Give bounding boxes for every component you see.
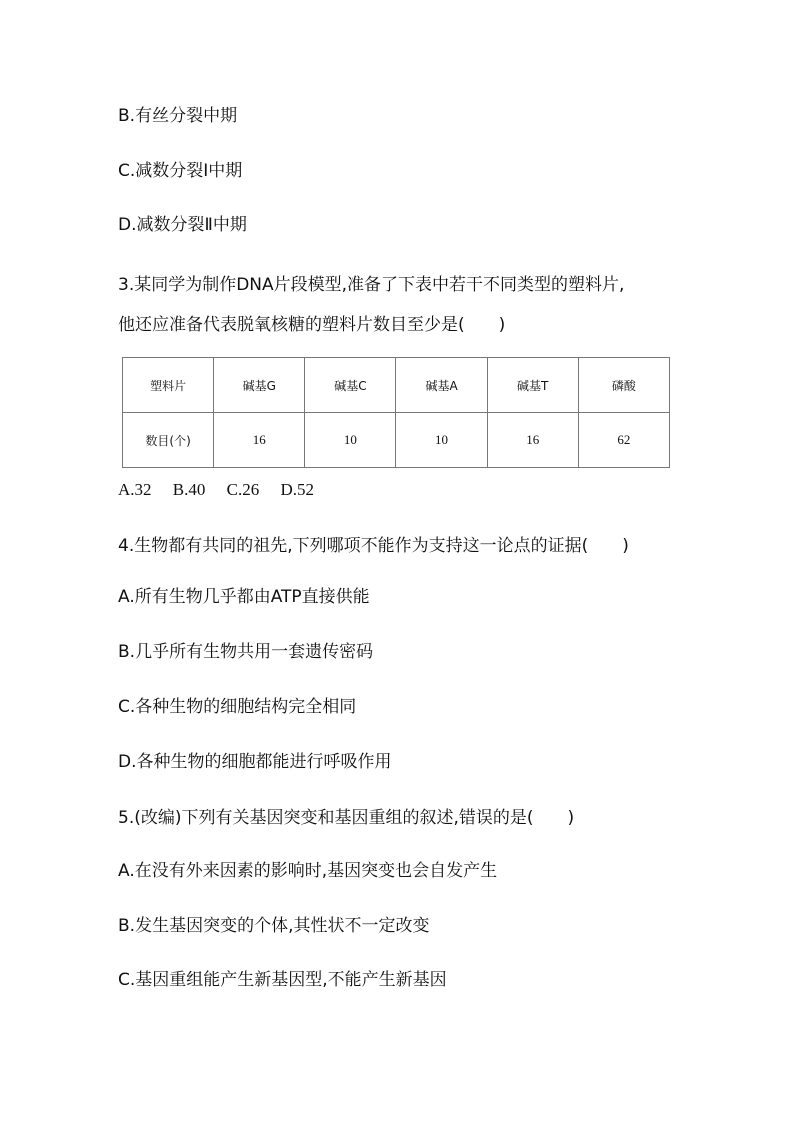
option-4a: A.所有生物几乎都由ATP直接供能 xyxy=(118,587,370,607)
question-4-stem: 4.生物都有共同的祖先,下列哪项不能作为支持这一论点的证据( ) xyxy=(118,536,629,556)
table-cell: 62 xyxy=(578,413,669,468)
option-2b: B.有丝分裂中期 xyxy=(118,106,238,126)
table-header-cell: 碱基T xyxy=(487,358,578,413)
question-3-stem-line2: 他还应准备代表脱氧核糖的塑料片数目至少是( ) xyxy=(118,315,506,335)
option-4b: B.几乎所有生物共用一套遗传密码 xyxy=(118,642,374,662)
table-header-cell: 碱基G xyxy=(214,358,305,413)
option-5c: C.基因重组能产生新基因型,不能产生新基因 xyxy=(118,970,447,990)
question-3-options: A.32 B.40 C.26 D.52 xyxy=(118,480,314,499)
option-4d: D.各种生物的细胞都能进行呼吸作用 xyxy=(118,752,392,772)
option-4c: C.各种生物的细胞结构完全相同 xyxy=(118,697,357,717)
option-5b: B.发生基因突变的个体,其性状不一定改变 xyxy=(118,916,430,936)
table-header-cell: 塑料片 xyxy=(123,358,214,413)
table-header-cell: 磷酸 xyxy=(578,358,669,413)
option-2d: D.减数分裂Ⅱ中期 xyxy=(118,215,247,235)
table-row-label: 数目(个) xyxy=(123,413,214,468)
plastic-pieces-table xyxy=(122,357,670,468)
table-header-cell: 碱基C xyxy=(305,358,396,413)
question-5-stem: 5.(改编)下列有关基因突变和基因重组的叙述,错误的是( ) xyxy=(118,808,575,828)
table-header-cell: 碱基A xyxy=(396,358,487,413)
table-row xyxy=(123,413,670,468)
table-cell: 16 xyxy=(214,413,305,468)
table-cell: 10 xyxy=(305,413,396,468)
question-3-stem-line1: 3.某同学为制作DNA片段模型,准备了下表中若干不同类型的塑料片, xyxy=(118,275,625,295)
option-2c: C.减数分裂Ⅰ中期 xyxy=(118,161,243,181)
table-cell: 10 xyxy=(396,413,487,468)
option-5a: A.在没有外来因素的影响时,基因突变也会自发产生 xyxy=(118,861,498,881)
table-cell: 16 xyxy=(487,413,578,468)
table-header-row xyxy=(123,358,670,413)
